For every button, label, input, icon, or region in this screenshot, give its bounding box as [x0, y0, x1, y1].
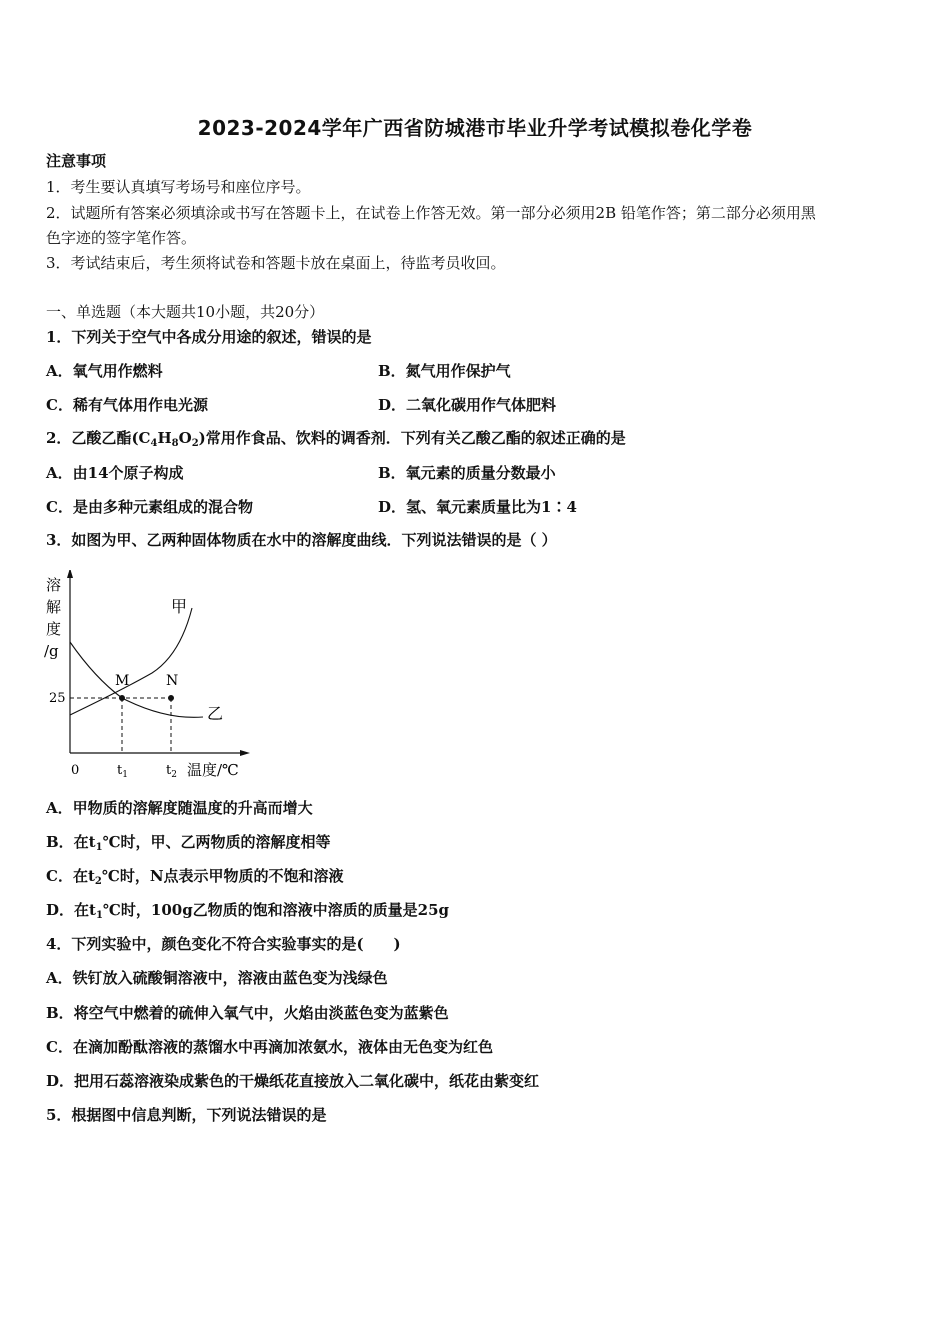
point-m-label: M: [115, 673, 130, 689]
q3-option-d: D．在$t_1℃$时，100g乙物质的饱和溶液中溶质的质量是25g: [46, 901, 450, 921]
curve-yi: [70, 642, 203, 717]
point-n: [168, 695, 174, 701]
q2-option-d: D．氢、氧元素质量比为1∶4: [378, 498, 577, 516]
q1-option-d: D．二氧化碳用作气体肥料: [378, 396, 557, 414]
t2-label: $t_2$: [166, 763, 177, 780]
notice-item-3: 3．考试结束后，考生须将试卷和答题卡放在桌面上，待监考员收回。: [46, 254, 506, 272]
question-1-stem: 1．下列关于空气中各成分用途的叙述，错误的是: [46, 328, 372, 346]
point-m: [119, 695, 125, 701]
solubility-curve-figure: [40, 570, 260, 785]
y-tick-25: 25: [49, 691, 66, 706]
ylabel-char-3: 度: [46, 620, 62, 638]
y-axis-arrow: [67, 570, 73, 578]
section-heading: 一、单选题（本大题共10小题，共20分）: [46, 303, 325, 321]
question-2-stem: 2．乙酸乙酯$(C_4H_8O_2)$常用作食品、饮料的调香剂．下列有关乙酸乙酯的叙述正确的是: [46, 429, 626, 449]
notice-item-2: 2．试题所有答案必须填涂或书写在答题卡上，在试卷上作答无效。第一部分必须用2B 铅笔作答；第二部分必须用黑: [46, 204, 816, 222]
x-axis-arrow: [240, 750, 250, 756]
question-4-stem: 4．下列实验中，颜色变化不符合实验事实的是( ): [46, 935, 401, 953]
q4-option-d: D．把用石蕊溶液染成紫色的干燥纸花直接放入二氧化碳中，纸花由紫变红: [46, 1072, 540, 1090]
q2-option-b: B．氧元素的质量分数最小: [378, 464, 556, 482]
notice-item-2-cont: 色字迹的签字笔作答。: [46, 229, 197, 247]
question-5-stem: 5．根据图中信息判断，下列说法错误的是: [46, 1106, 327, 1124]
q4-option-b: B．将空气中燃着的硫伸入氧气中，火焰由淡蓝色变为蓝紫色: [46, 1004, 449, 1022]
q4-option-a: A．铁钉放入硫酸铜溶液中，溶液由蓝色变为浅绿色: [46, 969, 388, 987]
ylabel-char-2: 解: [46, 598, 62, 616]
ylabel-char-4: /g: [44, 642, 59, 660]
q2-option-a: A．由14个原子构成: [46, 464, 184, 482]
q4-option-c: C．在滴加酚酞溶液的蒸馏水中再滴加浓氨水，液体由无色变为红色: [46, 1038, 493, 1056]
notice-item-1: 1．考生要认真填写考场号和座位序号。: [46, 178, 311, 196]
notice-heading: 注意事项: [46, 152, 107, 170]
x-axis-label: 温度/℃: [187, 761, 239, 779]
q3-option-a: A．甲物质的溶解度随温度的升高而增大: [46, 799, 313, 817]
q1-option-c: C．稀有气体用作电光源: [46, 396, 208, 414]
question-3-stem: 3．如图为甲、乙两种固体物质在水中的溶解度曲线．下列说法错误的是（ ）: [46, 531, 557, 549]
ylabel-char-1: 溶: [46, 576, 62, 594]
q1-option-a: A．氧气用作燃料: [46, 362, 163, 380]
point-n-label: N: [166, 673, 179, 689]
page-title: 2023-2024学年广西省防城港市毕业升学考试模拟卷化学卷: [197, 116, 753, 140]
q3-option-b: B．在$t_1℃$时，甲、乙两物质的溶解度相等: [46, 833, 331, 853]
curve-jia-label: 甲: [171, 597, 188, 616]
t1-label: $t_1$: [117, 763, 128, 780]
q2-option-c: C．是由多种元素组成的混合物: [46, 498, 253, 516]
curve-yi-label: 乙: [207, 704, 224, 723]
q3-option-c: C．在$t_2℃$时，N点表示甲物质的不饱和溶液: [46, 867, 344, 887]
q1-option-b: B．氮气用作保护气: [378, 362, 511, 380]
origin-label: 0: [71, 763, 80, 778]
